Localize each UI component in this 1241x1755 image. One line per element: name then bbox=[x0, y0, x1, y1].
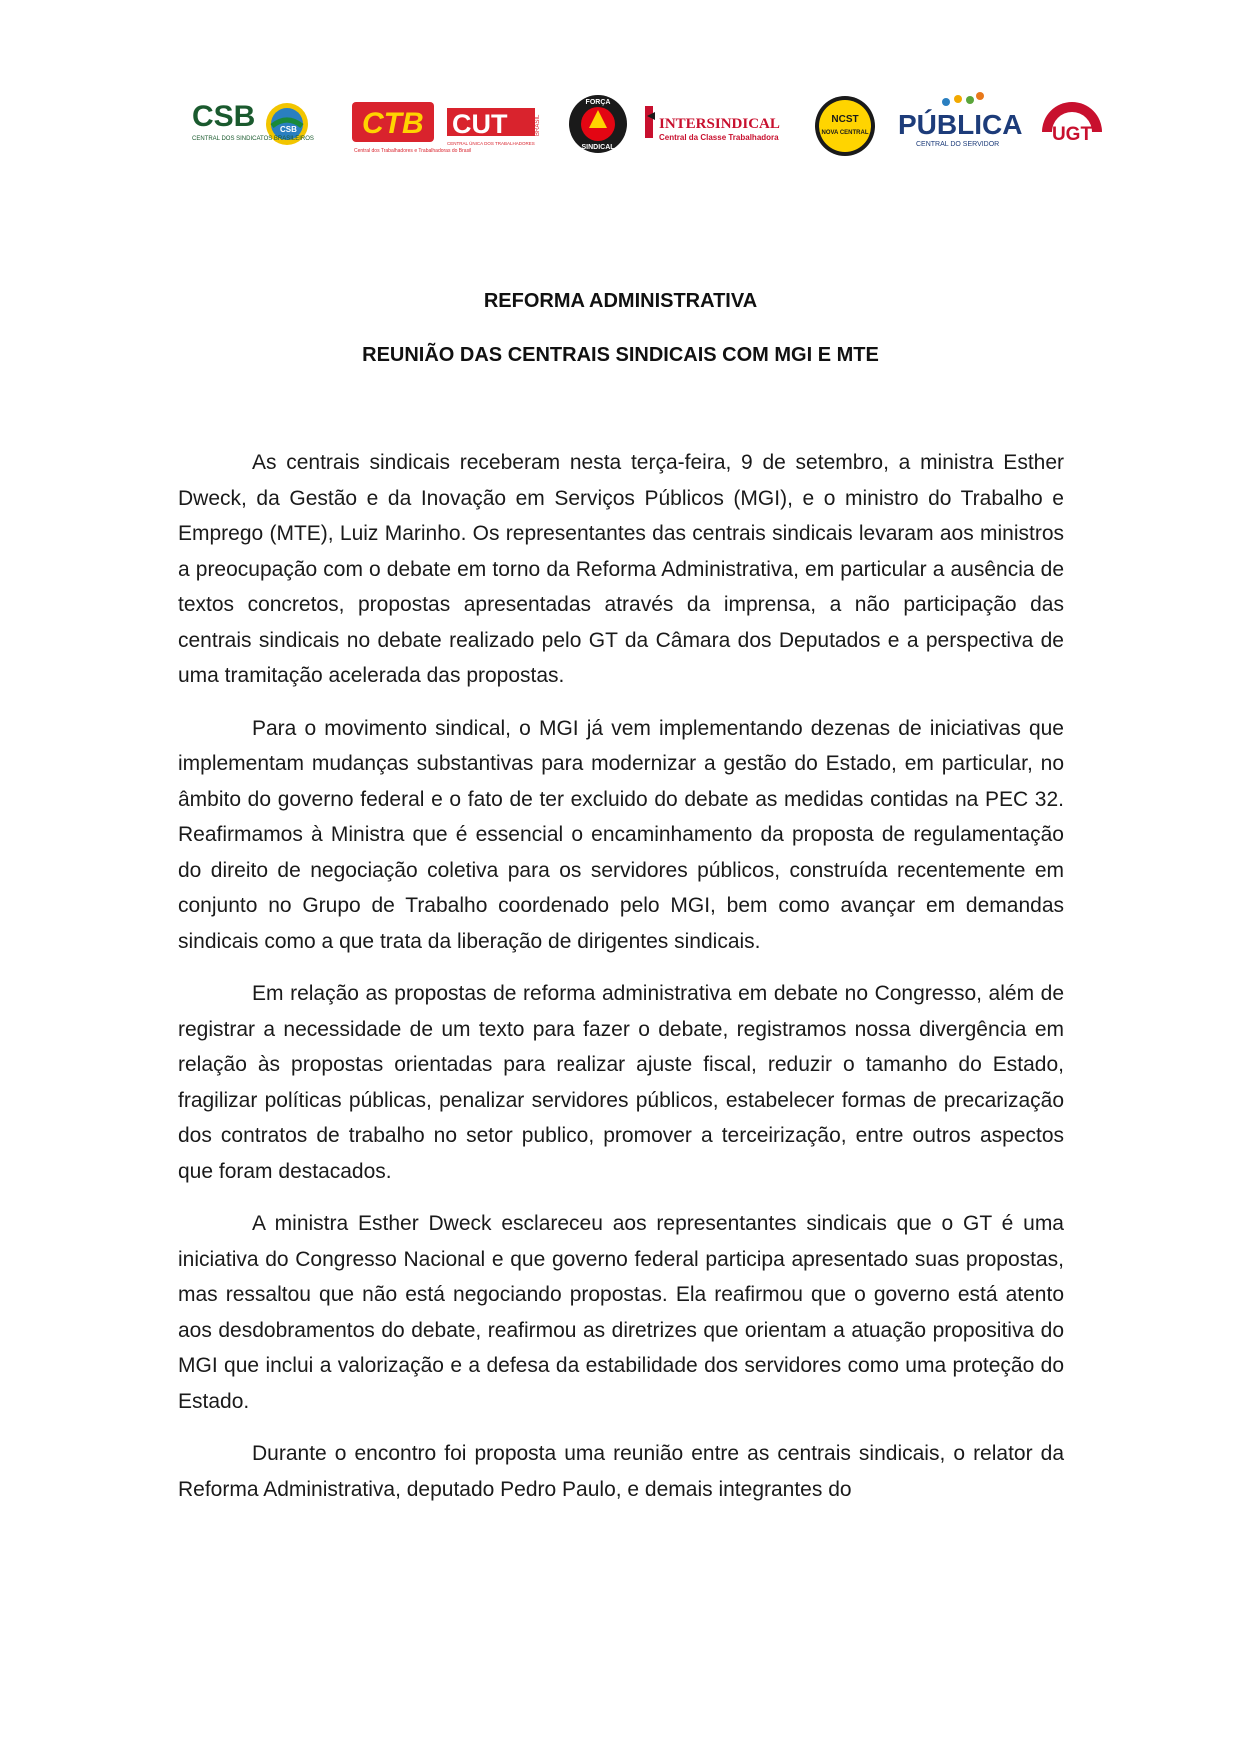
publica-logo-subtext: CENTRAL DO SERVIDOR bbox=[916, 141, 1000, 148]
paragraph: A ministra Esther Dweck esclareceu aos representantes sindicais que o GT é uma iniciativa do Congresso Nacional e que governo federal participa apresentado suas propostas, mas ressaltou que não está negociando propostas. Ela reafirmou que o governo está atento aos desdobramentos do debate, reafirmou as diretrizes que orientam a atuação propositiva do MGI que inclui a valorização e a defesa da estabilidade dos servidores como uma proteção do Estado. bbox=[178, 1212, 1064, 1413]
cut-logo-text: CUT bbox=[452, 109, 508, 139]
document-body bbox=[178, 445, 1064, 1524]
cut-logo bbox=[447, 88, 547, 168]
cut-logo-subtext: CENTRAL ÚNICA DOS TRABALHADORES bbox=[447, 141, 535, 146]
forca-logo-text: FORÇA bbox=[585, 99, 611, 106]
ctb-logo bbox=[352, 88, 472, 168]
union-logos-bar bbox=[192, 88, 1107, 168]
paragraph: Para o movimento sindical, o MGI já vem implementando dezenas de iniciativas que implementam mudanças substantivas para modernizar a gestão do Estado, em particular, no âmbito do governo federal e o fato de ter excluido do debate as medidas contidas na PEC 32. Reafirmamos à Ministra que é essencial o encaminhamento da proposta de regulamentação do direito de negociação coletiva para os servidores públicos, construída recentemente em conjunto no Grupo de Trabalho coordenado pelo MGI, bem como avançar em demandas sindicais como a que trata da liberação de dirigentes sindicais. bbox=[178, 716, 1064, 953]
publica-logo-text: PÚBLICA bbox=[898, 109, 1023, 140]
intersindical-logo-text: INTERSINDICAL bbox=[659, 116, 780, 132]
publica-logo bbox=[892, 88, 1022, 168]
csb-logo bbox=[192, 88, 314, 168]
svg-text:CSB: CSB bbox=[280, 125, 297, 134]
ugt-logo bbox=[1039, 88, 1105, 168]
ncst-logo bbox=[812, 88, 878, 168]
document-subtitle: REUNIÃO DAS CENTRAIS SINDICAIS COM MGI E MTE bbox=[362, 344, 879, 366]
document-title: REFORMA ADMINISTRATIVA bbox=[483, 290, 758, 312]
forca-sindical-logo bbox=[567, 88, 629, 168]
ugt-logo-text: UGT bbox=[1051, 124, 1093, 145]
intersindical-logo-subtext: Central da Classe Trabalhadora bbox=[659, 133, 779, 142]
csb-logo-text: CSB bbox=[192, 100, 256, 133]
csb-logo-subtext: CENTRAL DOS SINDICATOS BRASILEIROS bbox=[192, 136, 314, 142]
intersindical-logo bbox=[645, 88, 787, 168]
paragraph: Em relação as propostas de reforma administrativa em debate no Congresso, além de registrar a necessidade de um texto para fazer o debate, registramos nossa divergência em relação às propostas orientadas para realizar ajuste fiscal, reduzir o tamanho do Estado, fragilizar políticas públicas, penalizar servidores públicos, estabelecer formas de precarização dos contratos de trabalho no setor publico, promover a terceirização, entre outros aspectos que foram destacados. bbox=[178, 982, 1064, 1183]
paragraph: As centrais sindicais receberam nesta terça-feira, 9 de setembro, a ministra Esther Dweck, da Gestão e da Inovação em Serviços Públicos (MGI), e o ministro do Trabalho e Emprego (MTE), Luiz Marinho. Os representantes das centrais sindicais levaram aos ministros a preocupação com o debate em torno da Reforma Administrativa, em particular a ausência de textos concretos, propostas apresentadas através da imprensa, a não participação das centrais sindicais no debate realizado pelo GT da Câmara dos Deputados e a perspectiva de uma tramitação acelerada das propostas. bbox=[178, 451, 1064, 687]
cut-logo-side: BRASIL bbox=[535, 114, 541, 136]
forca-logo-subtext: SINDICAL bbox=[581, 144, 615, 151]
ncst-logo-subtext: NOVA CENTRAL bbox=[821, 130, 869, 136]
ctb-logo-subtext: Central dos Trabalhadores e Trabalhadoras do Brasil bbox=[354, 148, 472, 154]
paragraph: Durante o encontro foi proposta uma reunião entre as centrais sindicais, o relator da Reforma Administrativa, deputado Pedro Paulo, e demais integrantes do bbox=[178, 1442, 1064, 1501]
ctb-logo-text: CTB bbox=[362, 107, 424, 140]
ncst-logo-text: NCST bbox=[831, 114, 859, 125]
